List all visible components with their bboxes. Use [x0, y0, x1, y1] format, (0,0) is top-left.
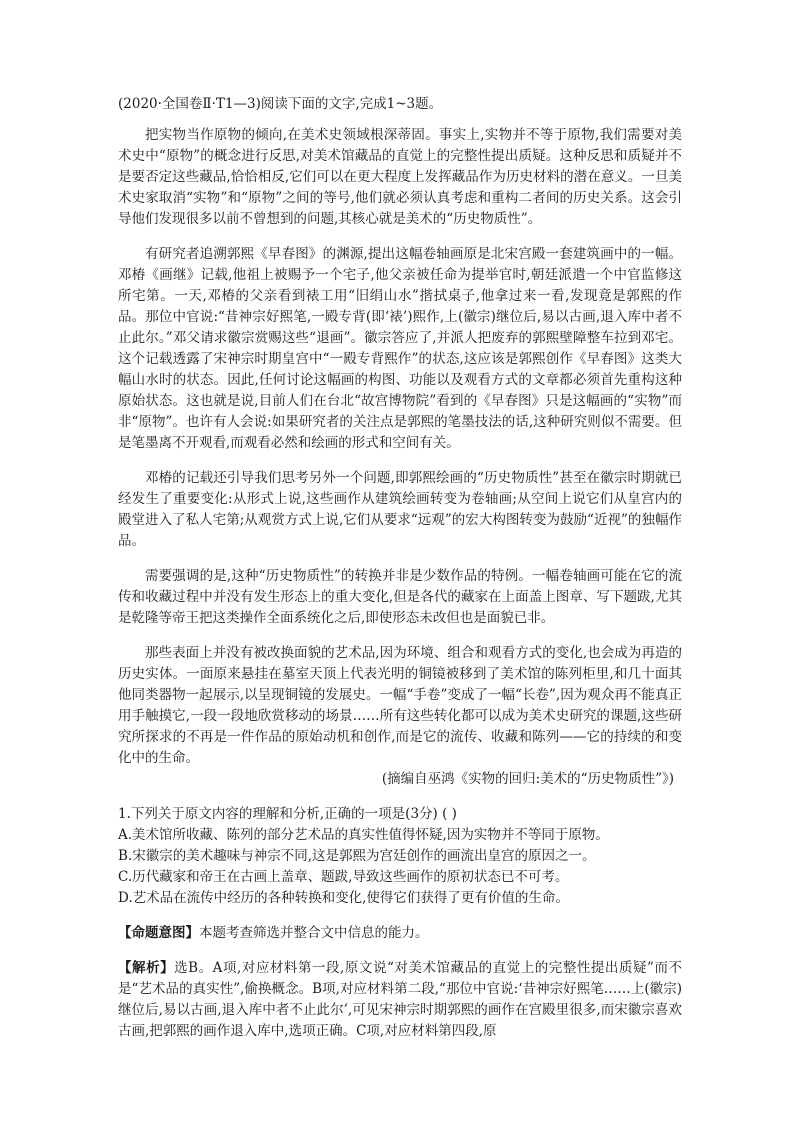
article-paragraph-2: 有研究者追溯郭熙《早春图》的渊源,提出这幅卷轴画原是北宋宫殿一套建筑画中的一幅。邓椿《画继》记载,他祖上被赐予一个宅子,他父亲被任命为提举官时,朝廷派遣一个中官监修这所宅第。一天,邓椿的父亲看到裱工用“旧绢山水”揩拭桌子,他拿过来一看,发现竟是郭熙的作品。那位中官说:“昔神宗好熙笔,一殿专背(即‘裱’)熙作,上(徽宗)继位后,易以古画,退入库中者不止此尔。”邓父请求徽宗赏赐这些“退画”。徽宗答应了,并派人把废弃的郭熙壁障整车拉到邓宅。这个记载透露了宋神宗时期皇宫中“一殿专背熙作”的状态,这应该是郭熙创作《早春图》这类大幅山水时的状态。因此,任何讨论这幅画的构图、功能以及观看方式的文章都必须首先重构这种原始状态。这也就是说,目前人们在台北“故宫博物院”看到的《早春图》只是这幅画的“实物”而非“原物”。也许有人会说:如果研究者的关注点是郭熙的笔墨技法的话,这种研究则似不需要。但是笔墨离不开观看,而观看必然和绘画的形式和空间有关。	[118, 246, 682, 451]
intent-block	[118, 923, 682, 944]
article-source: (摘编自巫鸿《实物的回归:美术的“历史物质性”》)	[381, 771, 674, 787]
article-paragraph-5: 那些表面上并没有被改换面貌的艺术品,因为环境、组合和观看方式的变化,也会成为再造的历史实体。一面原来悬挂在墓室天顶上代表光明的铜镜被移到了美术馆的陈列柜里,和几十面其他同类器物一起展示,以呈现铜镜的发展史。一幅“手卷”变成了一幅“长卷”,因为观众再不能真正用手触摸它,一段一段地欣赏移动的场景……所有这些转化都可以成为美术史研究的课题,这些研究所探求的不再是一件作品的原始动机和创作,而是它的流传、收藏和陈列——它的持续的和变化中的生命。	[118, 645, 682, 766]
article-paragraph-1: 把实物当作原物的倾向,在美术史领域根深蒂固。事实上,实物并不等于原物,我们需要对美术史中“原物”的概念进行反思,对美术馆藏品的直觉上的完整性提出质疑。这种反思和质疑并不是要否定这些藏品,恰恰相反,它们可以在更大程度上发挥藏品作为历史材料的潜在意义。一旦美术史家取消“实物”和“原物”之间的等号,他们就必须认真考虑和重构二者间的历史关系。这会引导他们发现很多以前不曾想到的问题,其核心就是美术的“历史物质性”。	[118, 127, 682, 227]
document-body	[118, 94, 682, 1042]
option-a: A.美术馆所收藏、陈列的部分艺术品的真实性值得怀疑,因为实物并不等同于原物。	[118, 827, 609, 843]
article-paragraph-4: 需要强调的是,这种“历史物质性”的转换并非是少数作品的特例。一幅卷轴画可能在它的流传和收藏过程中并没有发生形态上的重大变化,但是各代的藏家在上面盖上图章、写下题跋,尤其是乾隆等帝王把这类操作全面系统化之后,即使形态未改但也是面貌已非。	[118, 568, 682, 626]
article-paragraph-3: 邓椿的记载还引导我们思考另外一个问题,即郭熙绘画的“历史物质性”甚至在徽宗时期就已经发生了重要变化:从形式上说,这些画作从建筑绘画转变为卷轴画;从空间上说它们从皇宫内的殿堂进入了私人宅第;从观赏方式上说,它们从要求“远观”的宏大构图转变为鼓励“近视”的独幅作品。	[118, 470, 682, 549]
analysis-label: 【解析】	[118, 960, 175, 976]
question-stem: 1.下列关于原文内容的理解和分析,正确的一项是(3分) ( )	[118, 806, 457, 822]
option-b: B.宋徽宗的美术趣味与神宗不同,这是郭熙为宫廷创作的画流出皇宫的原因之一。	[118, 848, 596, 864]
analysis-text: 选B。A项,对应材料第一段,原文说“对美术馆藏品的直觉上的完整性提出质疑”而不是“艺术品的真实性”,偷换概念。B项,对应材料第二段,“那位中官说:‘昔神宗好熙笔……上(徽宗)继位后,易以古画,退入库中者不止此尔’,可见宋神宗时期郭熙的画作在宫殿里很多,而宋徽宗喜欢古画,把郭熙的画作退入库中,选项正确。C项,对应材料第四段,原	[118, 960, 682, 1039]
option-c: C.历代藏家和帝王在古画上盖章、题跋,导致这些画作的原初状态已不可考。	[118, 869, 569, 885]
exam-header: (2020·全国卷Ⅱ·T1—3)阅读下面的文字,完成1~3题。	[118, 96, 443, 112]
intent-text: 本题考查筛选并整合文中信息的能力。	[199, 925, 429, 941]
analysis-block	[118, 958, 682, 1042]
intent-label: 【命题意图】	[118, 925, 199, 941]
option-d: D.艺术品在流传中经历的各种转换和变化,使得它们获得了更有价值的生命。	[118, 890, 569, 906]
